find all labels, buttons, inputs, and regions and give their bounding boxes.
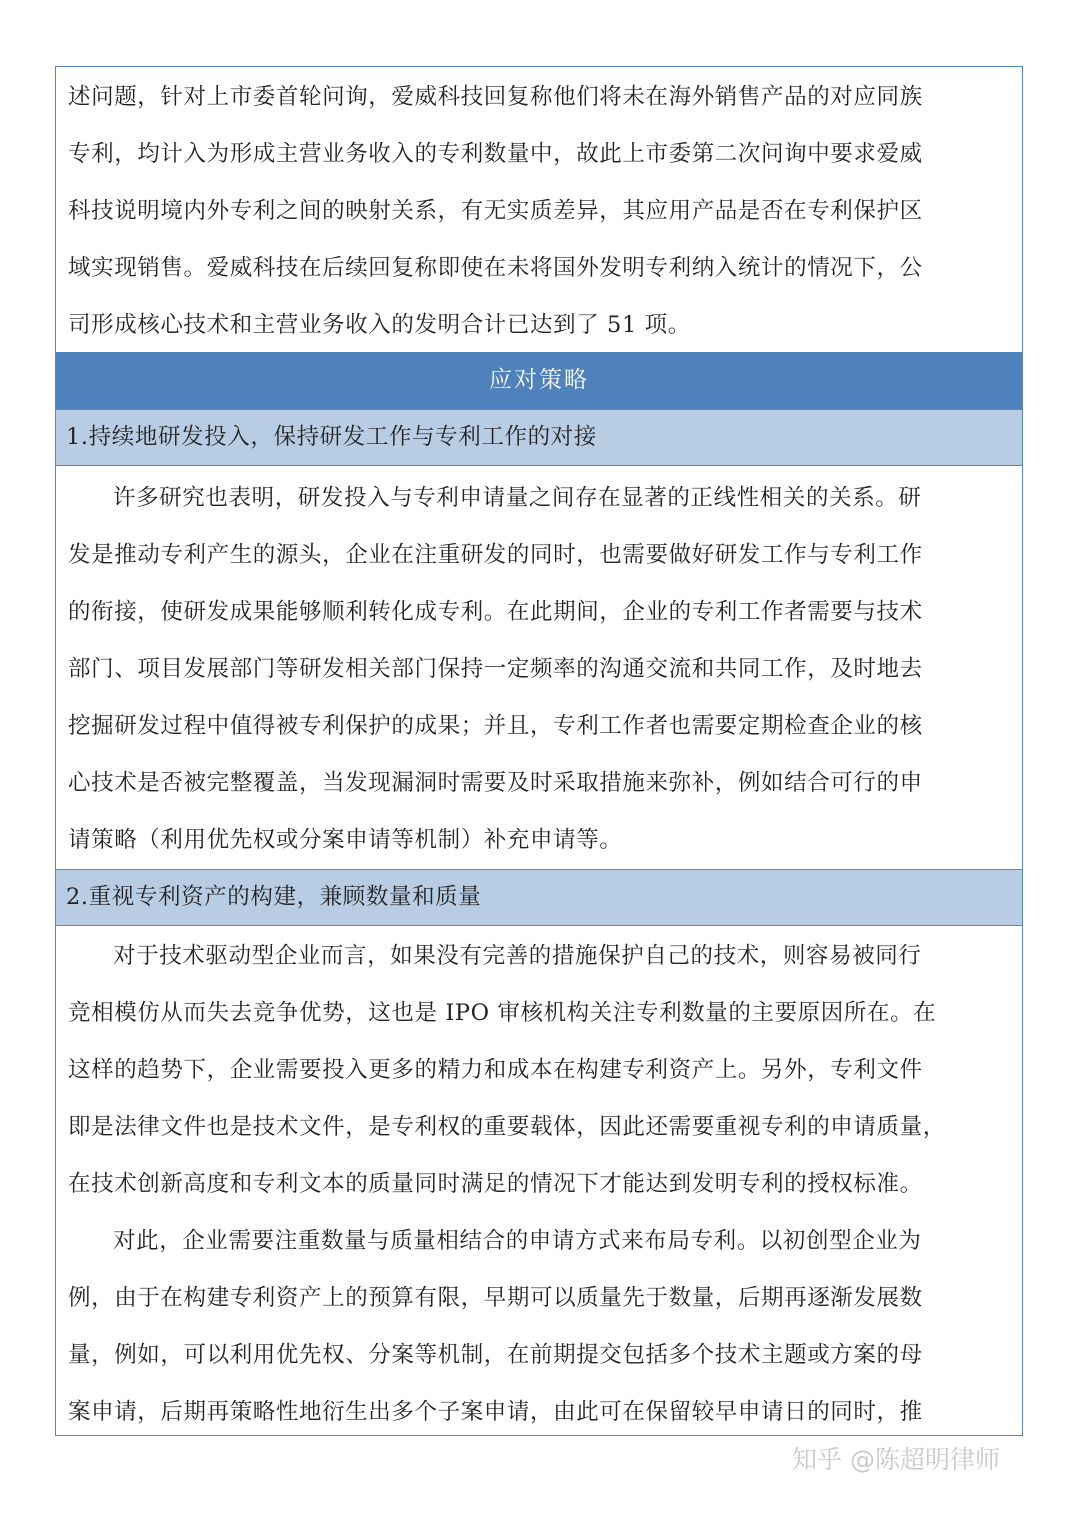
intro-paragraph (56, 69, 1022, 354)
paragraph-line: 例，由于在构建专利资产上的预算有限，早期可以质量先于数量，后期再逐渐发展数 (68, 1285, 923, 1311)
paragraph-line: 的衔接，使研发成果能够顺利转化成专利。在此期间，企业的专利工作者需要与技术 (68, 599, 923, 625)
intro-line: 科技说明境内外专利之间的映射关系，有无实质差异，其应用产品是否在专利保护区 (68, 198, 923, 224)
subsection-2-title: 2.重视专利资产的构建，兼顾数量和质量 (56, 869, 1022, 926)
intro-line: 专利，均计入为形成主营业务收入的专利数量中，故此上市委第二次问询中要求爱威 (68, 141, 923, 167)
paragraph-line: 部门、项目发展部门等研发相关部门保持一定频率的沟通交流和共同工作，及时地去 (68, 656, 923, 682)
content-frame (55, 66, 1023, 1436)
paragraph-line: 竞相模仿从而失去竞争优势，这也是 IPO 审核机构关注专利数量的主要原因所在。在 (68, 1000, 937, 1026)
intro-line: 域实现销售。爱威科技在后续回复称即使在未将国外发明专利纳入统计的情况下，公 (68, 255, 923, 281)
paragraph-line: 请策略（利用优先权或分案申请等机制）补充申请等。 (68, 827, 623, 853)
paragraph-line: 量，例如，可以利用优先权、分案等机制，在前期提交包括多个技术主题或方案的母 (68, 1342, 923, 1368)
intro-line: 述问题，针对上市委首轮问询，爱威科技回复称他们将未在海外销售产品的对应同族 (68, 84, 923, 110)
paragraph-line: 案申请，后期再策略性地衍生出多个子案申请，由此可在保留较早申请日的同时，推 (68, 1399, 923, 1425)
paragraph-line: 在技术创新高度和专利文本的质量同时满足的情况下才能达到发明专利的授权标准。 (68, 1171, 923, 1197)
paragraph-line: 心技术是否被完整覆盖，当发现漏洞时需要及时采取措施来弥补，例如结合可行的申 (68, 770, 923, 796)
paragraph-line: 挖掘研发过程中值得被专利保护的成果；并且，专利工作者也需要定期检查企业的核 (68, 713, 923, 739)
subsection-1-title: 1.持续地研发投入，保持研发工作与专利工作的对接 (56, 409, 1022, 466)
paragraph-line: 这样的趋势下，企业需要投入更多的精力和成本在构建专利资产上。另外，专利文件 (68, 1057, 923, 1083)
paragraph-line: 发是推动专利产生的源头，企业在注重研发的同时，也需要做好研发工作与专利工作 (68, 542, 923, 568)
intro-line: 司形成核心技术和主营业务收入的发明合计已达到了 51 项。 (68, 312, 691, 338)
paragraph-line: 对此，企业需要注重数量与质量相结合的申请方式来布局专利。以初创型企业为 (113, 1228, 922, 1254)
subsection-2-paragraph (56, 928, 1022, 1441)
paragraph-line: 即是法律文件也是技术文件，是专利权的重要载体，因此还需要重视专利的申请质量， (68, 1114, 946, 1140)
paragraph-line: 许多研究也表明，研发投入与专利申请量之间存在显著的正线性相关的关系。研 (113, 485, 922, 511)
subsection-1-paragraph (56, 470, 1022, 869)
watermark: 知乎 @陈超明律师 (792, 1445, 1000, 1474)
paragraph-line: 对于技术驱动型企业而言，如果没有完善的措施保护自己的技术，则容易被同行 (113, 943, 922, 969)
section-header: 应对策略 (56, 352, 1022, 409)
